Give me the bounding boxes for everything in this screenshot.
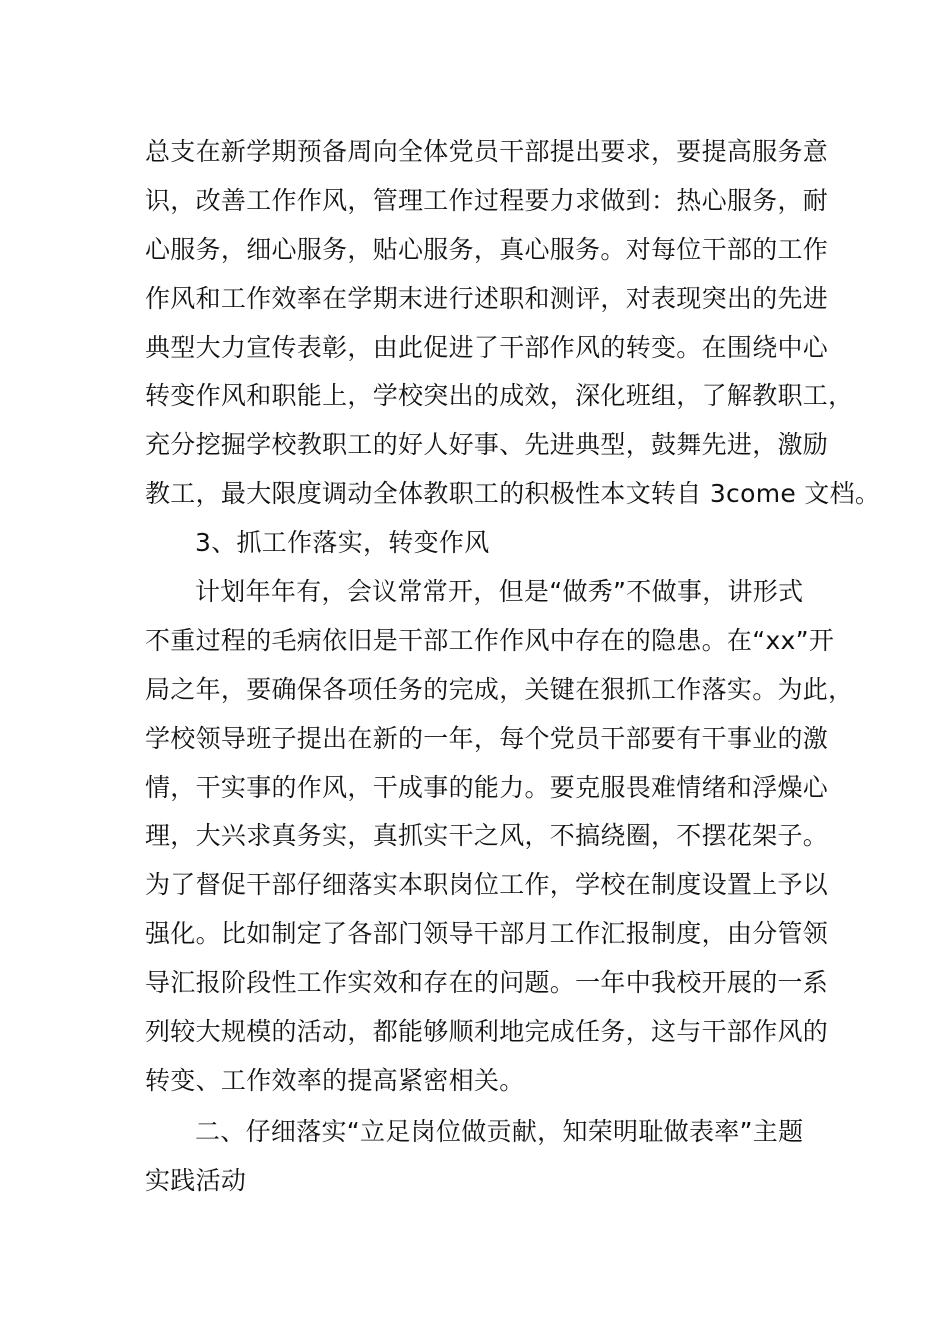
- section-heading: 3、抓工作落实，转变作风: [195, 528, 490, 558]
- text-line: 识，改善工作作风，管理工作过程要力求做到：热心服务，耐: [145, 185, 829, 215]
- text-line: 教工，最大限度调动全体教职工的积极性本文转自 3come 文档。: [145, 479, 881, 509]
- text-line: 不重过程的毛病依旧是干部工作作风中存在的隐患。在“xx”开: [145, 625, 835, 655]
- text-line: 典型大力宣传表彰，由此促进了干部作风的转变。在围绕中心: [145, 332, 829, 362]
- text-line: 实践活动: [145, 1165, 247, 1195]
- text-line: 充分挖掘学校教职工的好人好事、先进典型，鼓舞先进，激励: [145, 430, 829, 460]
- text-line: 作风和工作效率在学期末进行述职和测评，对表现突出的先进: [145, 283, 829, 313]
- text-line: 转变作风和职能上，学校突出的成效，深化班组，了解教职工，: [145, 381, 854, 411]
- text-line: 列较大规模的活动，都能够顺利地完成任务，这与干部作风的: [145, 1017, 829, 1047]
- text-line: 情，干实事的作风，干成事的能力。要克服畏难情绪和浮燥心: [145, 772, 829, 802]
- text-line: 导汇报阶段性工作实效和存在的问题。一年中我校开展的一系: [145, 968, 829, 998]
- text-line: 心服务，细心服务，贴心服务，真心服务。对每位干部的工作: [145, 234, 829, 264]
- text-line: 为了督促干部仔细落实本职岗位工作，学校在制度设置上予以: [145, 870, 829, 900]
- text-line: 总支在新学期预备周向全体党员干部提出要求，要提高服务意: [145, 137, 829, 166]
- text-line: 局之年，要确保各项任务的完成，关键在狠抓工作落实。为此，: [145, 674, 854, 704]
- text-line: 强化。比如制定了各部门领导干部月工作汇报制度，由分管领: [145, 919, 829, 949]
- text-line: 转变、工作效率的提高紧密相关。: [145, 1065, 525, 1095]
- text-line: 学校领导班子提出在新的一年，每个党员干部要有干事业的激: [145, 723, 829, 753]
- text-line: 理，大兴求真务实，真抓实干之风，不搞绕圈，不摆花架子。: [145, 821, 829, 851]
- document-body: [145, 128, 881, 1206]
- text-line: 计划年年有，会议常常开，但是“做秀”不做事，讲形式: [195, 577, 804, 607]
- section-heading: 二、仔细落实“立足岗位做贡献，知荣明耻做表率”主题: [195, 1116, 804, 1146]
